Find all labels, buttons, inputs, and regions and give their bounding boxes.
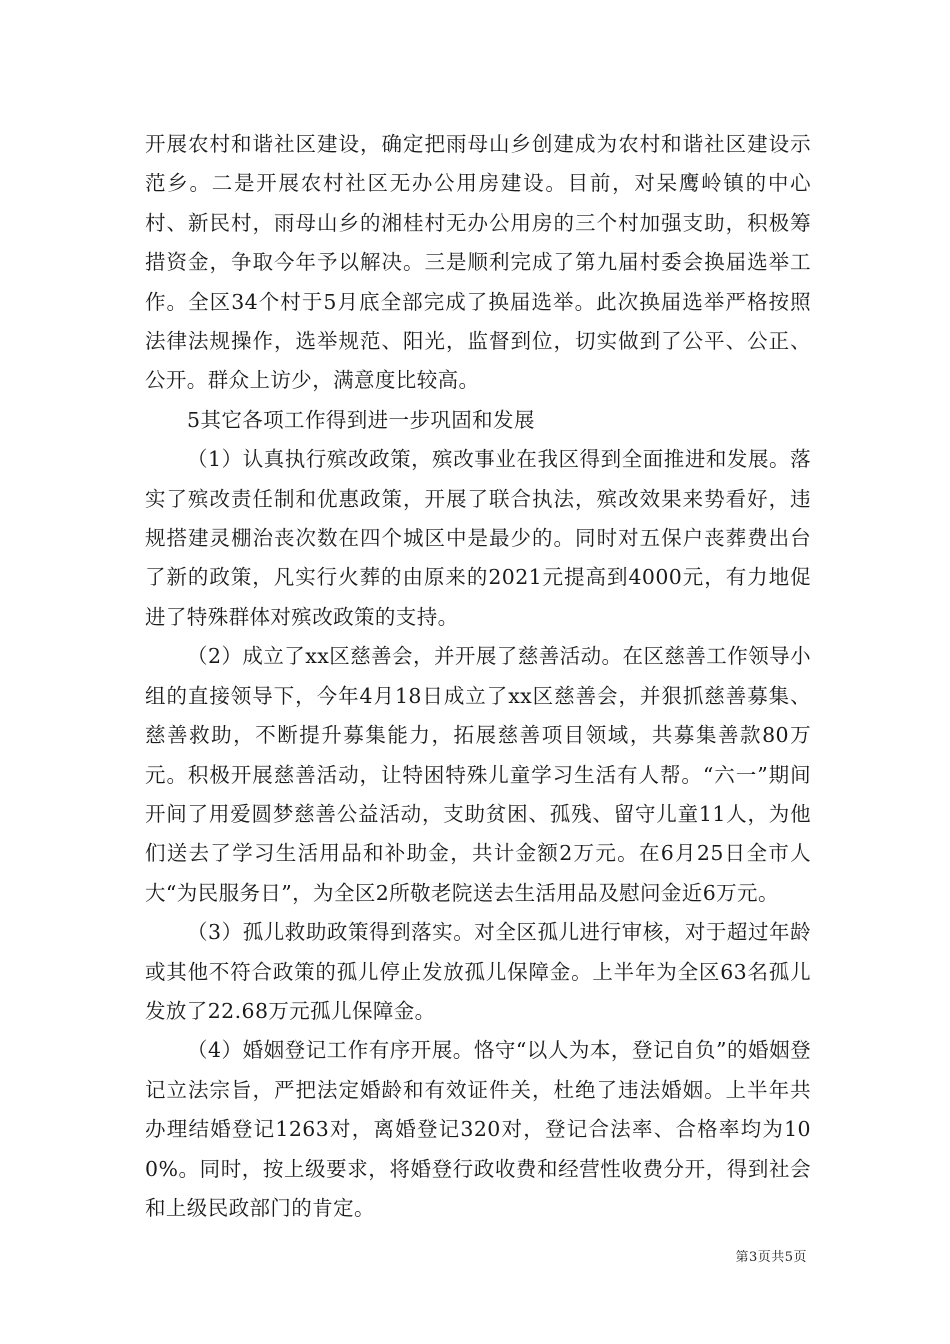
section-heading-other-work: 5其它各项工作得到进一步巩固和发展 (187, 407, 535, 432)
page-number-footer: 第3页共5页 (735, 1250, 807, 1265)
document-body (145, 125, 811, 1228)
paragraph-marriage-registration: （4）婚姻登记工作有序开展。恪守“以人为本，登记自负”的婚姻登记立法宗旨，严把法定婚龄和有效证件关，杜绝了违法婚姻。上半年共办理结婚登记1263对，离婚登记320对，登记合法率、合格率均为100%。同时，按上级要求，将婚登行政收费和经营性收费分开，得到社会和上级民政部门的肯定。 (145, 1038, 811, 1220)
paragraph-charity: （2）成立了xx区慈善会，并开展了慈善活动。在区慈善工作领导小组的直接领导下，今年4月18日成立了xx区慈善会，并狠抓慈善募集、慈善救助，不断提升募集能力，拓展慈善项目领域，共募集善款80万元。积极开展慈善活动，让特困特殊儿童学习生活有人帮。“六一”期间开间了用爱圆梦慈善公益活动，支助贫困、孤残、留守儿童11人，为他们送去了学习生活用品和补助金，共计金额2万元。在6月25日全市人大“为民服务日”，为全区2所敬老院送去生活用品及慰问金近6万元。 (145, 644, 811, 905)
paragraph-funeral-reform: （1）认真执行殡改政策，殡改事业在我区得到全面推进和发展。落实了殡改责任制和优惠政策，开展了联合执法，殡改效果来势看好，违规搭建灵棚治丧次数在四个城区中是最少的。同时对五保户丧葬费出台了新的政策，凡实行火葬的由原来的2021元提高到4000元，有力地促进了特殊群体对殡改政策的支持。 (145, 447, 811, 629)
paragraph-community-building: 开展农村和谐社区建设，确定把雨母山乡创建成为农村和谐社区建设示范乡。二是开展农村社区无办公用房建设。目前，对呆鹰岭镇的中心村、新民村，雨母山乡的湘桂村无办公用房的三个村加强支助，积极筹措资金，争取今年予以解决。三是顺利完成了第九届村委会换届选举工作。全区34个村于5月底全部完成了换届选举。此次换届选举严格按照法律法规操作，选举规范、阳光，监督到位，切实做到了公平、公正、公开。群众上访少，满意度比较高。 (145, 132, 811, 393)
paragraph-orphan-aid: （3）孤儿救助政策得到落实。对全区孤儿进行审核，对于超过年龄或其他不符合政策的孤儿停止发放孤儿保障金。上半年为全区63名孤儿发放了22.68万元孤儿保障金。 (145, 920, 811, 1023)
